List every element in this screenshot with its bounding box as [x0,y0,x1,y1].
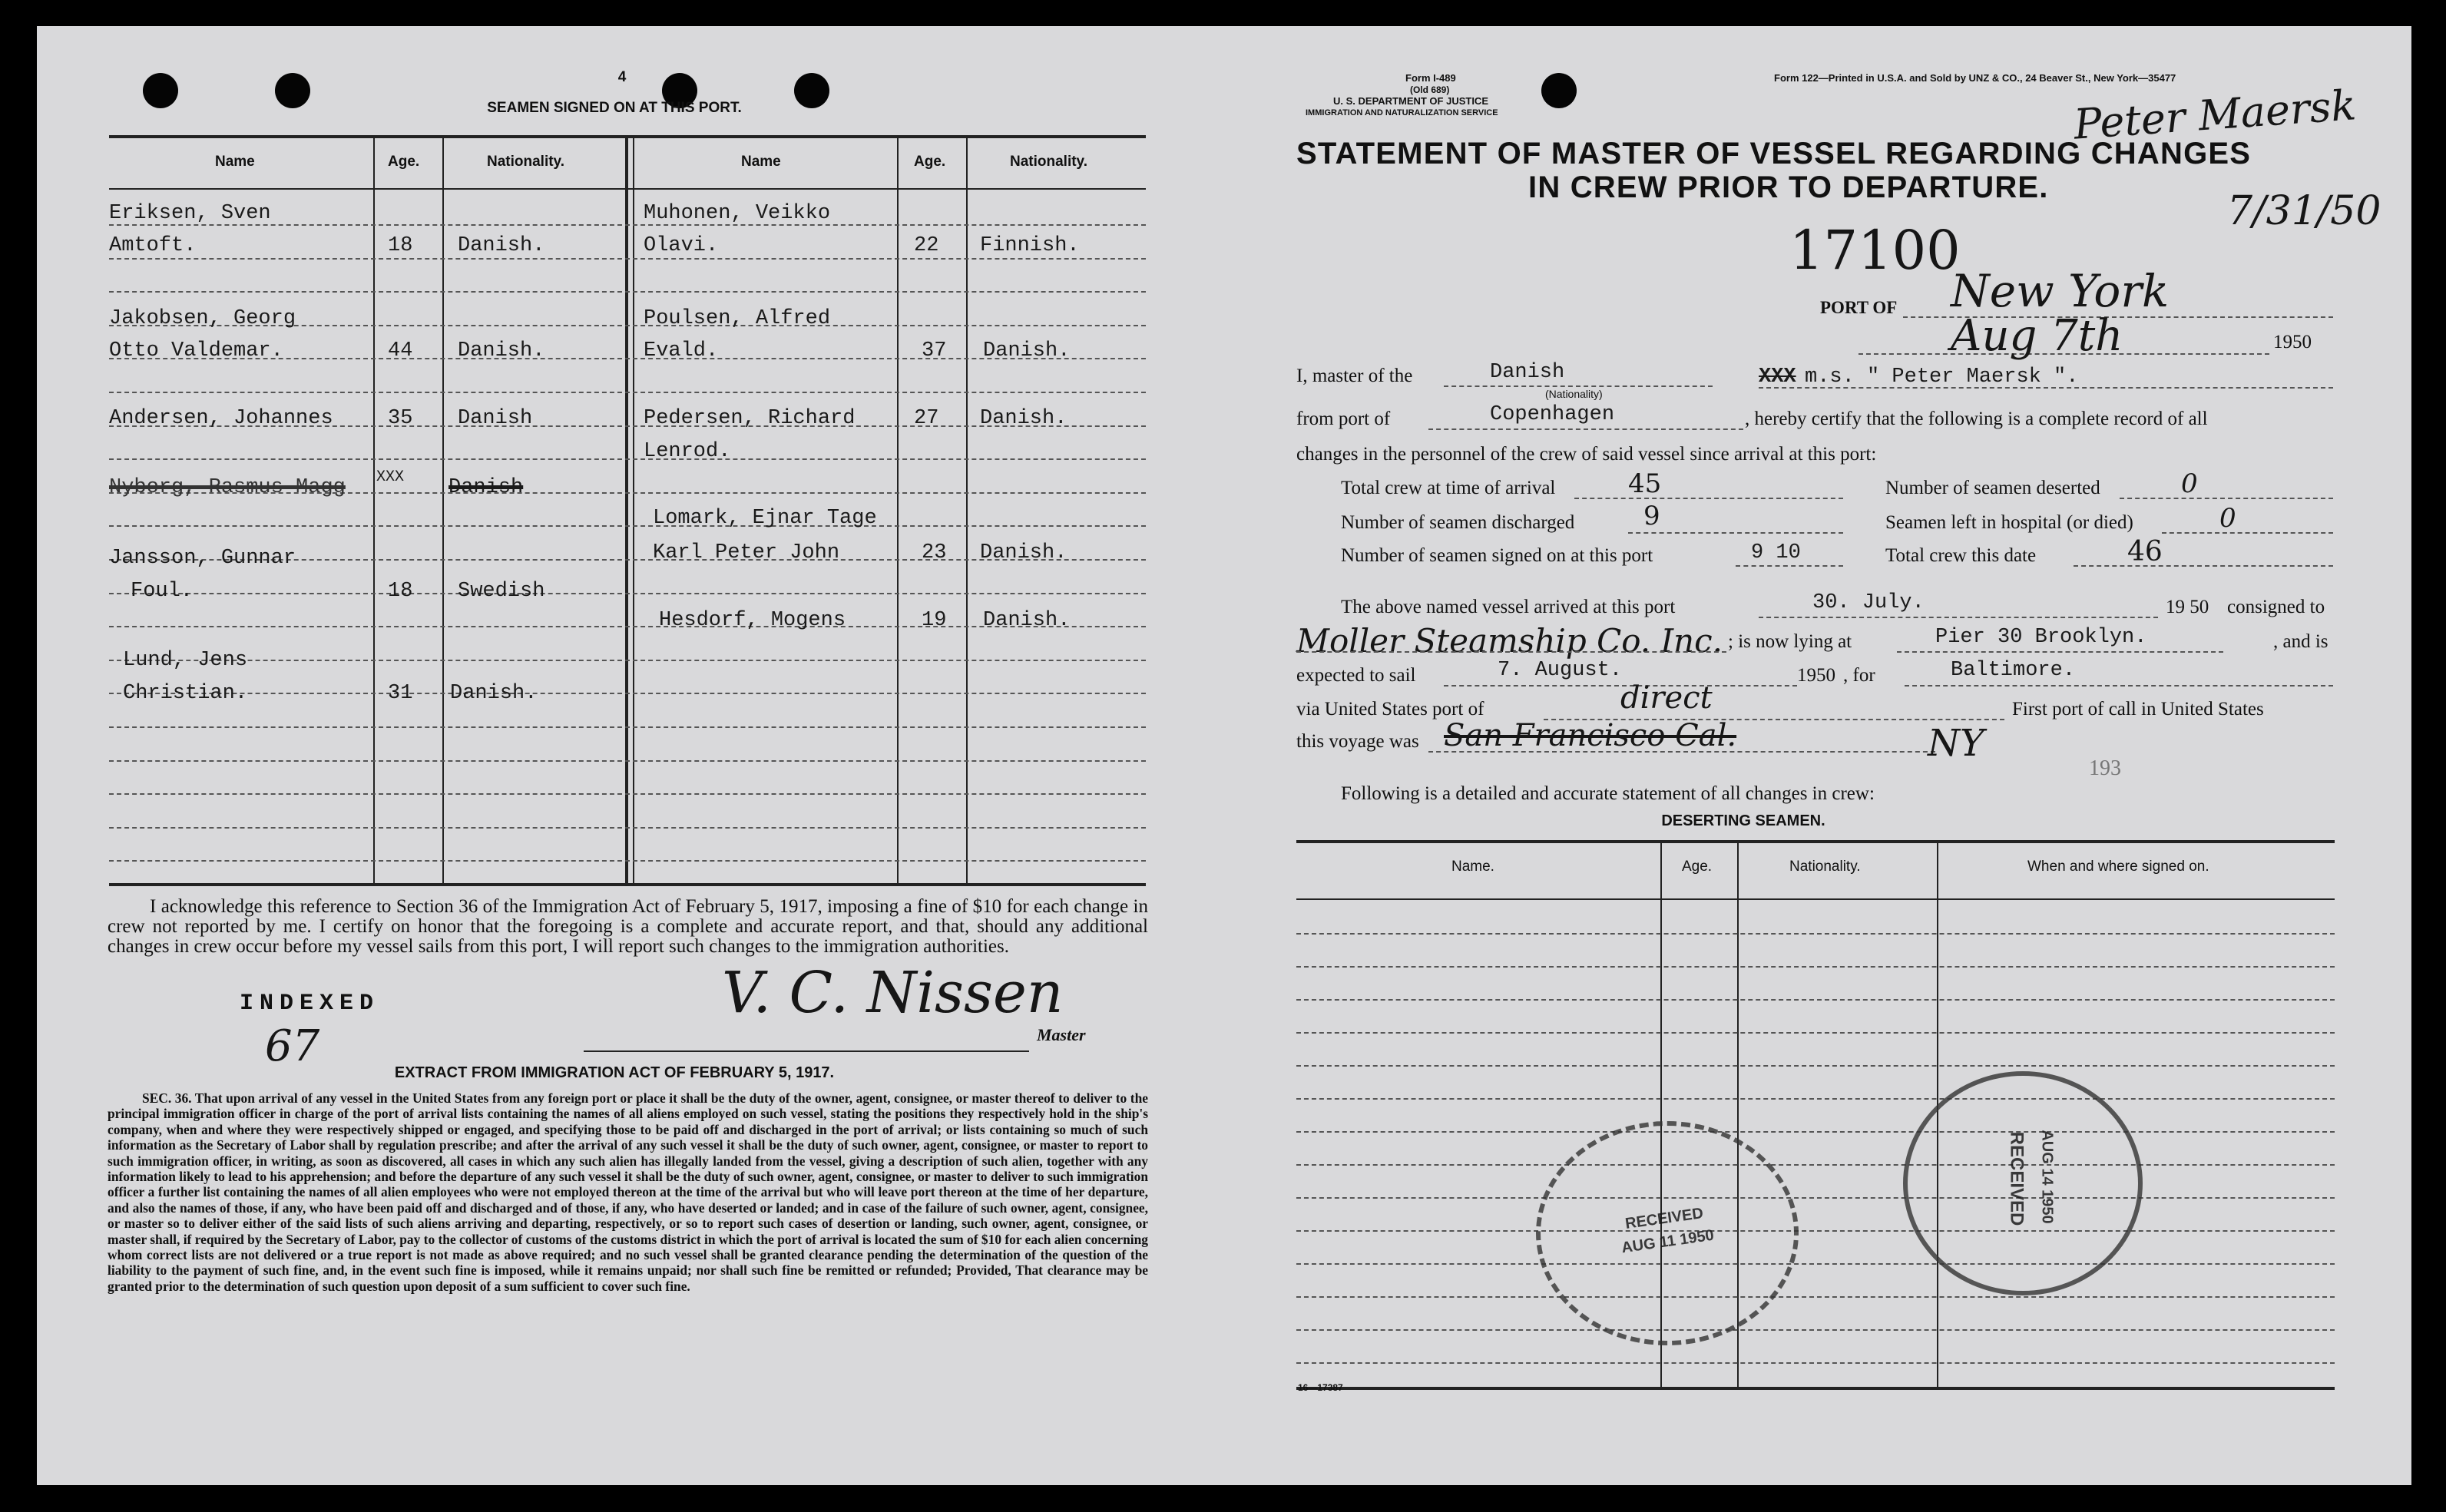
stat-hospital-value: 0 [2219,503,2236,534]
printer-note: Form 122—Printed in U.S.A. and Sold by UNZ & CO., 24 Beaver St., New York—35477 [1774,72,2176,84]
crew-nationality: Danish. [980,541,1067,564]
form-title-line1: STATEMENT OF MASTER OF VESSEL REGARDING CHANGES [1296,137,2252,170]
ruling-line [1296,933,2335,935]
ruling-line [1296,1197,2335,1199]
received-stamp-right [1903,1071,2143,1295]
lying-label: ; is now lying at [1728,631,1852,652]
stat-total-arrival-label: Total crew at time of arrival [1341,478,1556,498]
crew-age: 23 [922,541,947,564]
desert-header-signed: When and where signed on. [2027,859,2209,875]
indexed-stamp: INDEXED [240,991,380,1017]
ruling-line [1296,1065,2335,1067]
ruling-line [109,693,1146,694]
consignee-line [1296,651,1726,653]
crew-name: Karl Peter John [653,541,840,564]
crew-name-struck: Nyborg, Rasmus Magg [109,476,346,499]
acknowledgement-text: I acknowledge this reference to Section 36 of the Immigration Act of February 5, 1917, imposing a fine of $10 for each change in crew not reported by me. I certify on honor that the foregoing is a complete and accurate report, and that, should any additional changes in crew occur before my vessel sails from this port, I will report such changes to the immigration authorities. [108,896,1148,957]
stat-deserted-value: 0 [2181,468,2198,499]
stamp-word: RECEIVED [1623,1204,1705,1233]
crew-nationality: Finnish. [980,234,1080,257]
page-number: 4 [617,69,627,85]
crew-name: Christian. [123,682,248,705]
col-separator [966,138,968,883]
crew-age-struck: XXX [376,468,405,486]
for-label: , for [1843,665,1875,686]
ruling-line [1296,1296,2335,1298]
ruling-line [109,392,1146,393]
stat-total-date-label: Total crew this date [1885,545,2037,566]
ruling-line [109,458,1146,460]
desert-header-age: Age. [1682,859,1713,875]
ruling-line [1296,999,2335,1001]
arrived-year: 19 50 [2166,597,2209,617]
crew-name: Eriksen, Sven [109,202,271,225]
vessel-line [1759,387,2333,389]
form-id: Form I-489 [1405,72,1456,84]
punch-hole [1541,73,1577,108]
ruling-line [109,760,1146,762]
crew-name: Lund, Jens [123,649,248,672]
extract-text: SEC. 36. That upon arrival of any vessel in the United States from any foreign port or place it shall be the duty of the owner, agent, consignee, or master thereof to deliver to the principal immigration officer in charge of the port of arrival lists containing the names of all aliens employed on such vessel, stating the positions they respectively hold in the ship's company, when and where they were respectively shipped or engaged, and specifying those to be paid off and discharged in the port of arrival; or lists containing so much of such information as the Secretary of Labor shall by regulation prescribe; and after the arrival of any such vessel it shall be the duty of such owner, agent, consignee, or master to report to such immigration officer, in writing, as soon as discovered, all cases in which any such alien has illegally landed from the vessel, giving a description of such alien, together with any information likely to lead to his apprehension; and before the departure of any such vessel it shall be the duty of such owner, agent, consignee, or master to deliver to such immigration officer a further list containing the names of all alien employees who were not employed thereon at the time of the arrival but who will leave port thereon at the time of her departure, and also the names of those, if any, who have been paid off and discharged and of those, if any, who have deserted or landed; and in case of the failure of such owner, agent, consignee, or master so to deliver either of the said lists of such aliens arriving and departing, respectively, or so to report such cases of desertion or landing, such owner, agent, consignee, or master shall, if required by the Secretary of Labor, pay to the collector of customs of the customs district in which the port of arrival is located the sum of $10 for each alien concerning whom correct lists are not delivered or a true report is not made as above required; and no such vessel shall be granted clearance pending the determination of the question of the liability to the payment of such fine, and, in the event such fine is imposed, while it remains unpaid; nor shall such fine be remitted or refunded; Provided, That clearance may be granted prior to the determination of such question upon deposit of a sum sufficient to cover such fine. [108,1090,1148,1294]
col-separator [442,138,444,883]
destination-value: Baltimore. [1951,659,2076,682]
department-label: U. S. DEPARTMENT OF JUSTICE [1333,95,1488,107]
desert-table-header-rule [1296,898,2335,900]
desert-header-nationality: Nationality. [1789,859,1861,875]
section-title: SEAMEN SIGNED ON AT THIS PORT. [487,100,742,116]
nationality-label: (Nationality) [1545,388,1603,400]
form-old: (Old 689) [1410,84,1450,95]
ruling-line [1296,966,2335,968]
voyage-label: this voyage was [1296,731,1419,752]
stat-total-arrival-value: 45 [1628,468,1662,499]
crew-name: Amtoft. [109,234,197,257]
handwritten-date: 7/31/50 [2227,188,2381,234]
lying-line [1897,651,2223,653]
ruling-line [109,525,1146,527]
arrived-value: 30. July. [1812,591,1925,614]
stat-signed-on-value: 9 10 [1751,541,1801,564]
year-printed: 1950 [2273,332,2312,352]
service-label: IMMIGRATION AND NATURALIZATION SERVICE [1306,108,1498,117]
ruling-line [109,827,1146,829]
col-separator [625,138,628,883]
ruling-line [109,258,1146,260]
stat-line [2074,565,2333,567]
stat-signed-on-label: Number of seamen signed on at this port [1341,545,1653,566]
crew-nationality: Danish [458,407,533,430]
first-port-label: First port of call in United States [2012,699,2264,720]
desert-table-bottom [1296,1387,2335,1390]
ruling-line [1296,1164,2335,1166]
crew-name: Evald. [644,339,719,362]
arrived-line [1759,617,2158,618]
crew-nationality: Danish. [983,609,1071,632]
crew-age: 44 [388,339,413,362]
stat-total-date-value: 46 [2127,536,2163,567]
date-value: Aug 7th [1951,311,2123,361]
crew-name: Olavi. [644,234,719,257]
crew-age: 27 [914,407,939,430]
arrived-label: The above named vessel arrived at this port [1341,597,1676,617]
signature-line [584,1050,1029,1052]
col-separator [373,138,375,883]
vessel-prefix: XXX [1759,366,1796,389]
crew-name: Poulsen, Alfred [644,307,831,330]
punch-hole [275,73,310,108]
form-title-line2: IN CREW PRIOR TO DEPARTURE. [1528,170,2049,204]
nationality-value: Danish [1490,361,1565,384]
stat-deserted-label: Number of seamen deserted [1885,478,2100,498]
file-number: 17100 [1789,219,1961,282]
ruling-line [109,660,1146,661]
deserting-title: DESERTING SEAMEN. [1661,812,1825,829]
stat-line [2120,498,2333,499]
crew-age: 22 [914,234,939,257]
crew-name: Muhonen, Veikko [644,202,831,225]
master-label: Master [1037,1025,1086,1044]
crew-age: 35 [388,407,413,430]
crew-name: Hesdorf, Mogens [659,609,846,632]
voyage-struck-value: San Francisco Cal. [1444,718,1737,753]
crew-age: 19 [922,609,947,632]
col-header-age: Age. [388,154,420,170]
col-header-nationality: Nationality. [1010,154,1087,170]
stat-line [1574,498,1843,499]
crew-nationality: Danish. [983,339,1071,362]
handwritten-ship-name: Peter Maersk [2072,81,2358,149]
master-of-label: I, master of the [1296,366,1413,386]
crew-name: Jansson, Gunnar [109,547,296,570]
sail-date-value: 7. August. [1498,659,1623,682]
indexed-mark: 67 [265,1021,320,1071]
crew-name: Otto Valdemar. [109,339,283,362]
port-value: New York [1951,265,2170,317]
stamp-word: RECEIVED [2006,1131,2027,1226]
consigned-label: consigned to [2227,597,2325,617]
ruling-line [1296,1230,2335,1232]
extract-title: EXTRACT FROM IMMIGRATION ACT OF FEBRUARY 5, 1917. [394,1064,835,1081]
stat-discharged-value: 9 [1643,501,1660,531]
crew-nationality: Danish. [458,234,545,257]
expected-label: expected to sail [1296,665,1416,686]
col-header-nationality: Nationality. [487,154,564,170]
col-header-name: Name [741,154,781,170]
ruling-line [1296,1263,2335,1265]
stat-line [1736,565,1843,567]
certify-text: , hereby certify that the following is a complete record of all [1745,409,2208,429]
ruling-line [1296,1032,2335,1034]
ruling-line [109,726,1146,728]
pencil-note: 193 [2089,756,2121,780]
crew-name: Jakobsen, Georg [109,307,296,330]
from-port-value: Copenhagen [1490,403,1615,426]
stamp-date: AUG 14 1950 [2038,1130,2056,1224]
ruling-line [1296,1362,2335,1364]
stat-line [1628,532,1843,534]
received-stamp-left [1536,1121,1799,1345]
stamp-date: AUG 11 1950 [1620,1226,1716,1257]
from-port-line [1428,428,1743,430]
nationality-line [1444,385,1713,387]
crew-name: Pedersen, Richard [644,407,856,430]
consignee-value: Moller Steamship Co. Inc. [1296,622,1723,660]
crew-name: Foul. [131,580,194,603]
ruling-line [1296,1098,2335,1100]
crew-name: Lomark, Ejnar Tage [653,507,877,530]
stat-discharged-label: Number of seamen discharged [1341,512,1575,533]
master-signature: V. C. Nissen [722,960,1064,1026]
changes-text: changes in the personnel of the crew of said vessel since arrival at this port: [1296,444,1877,465]
crew-age: 18 [388,580,413,603]
col-header-name: Name [215,154,255,170]
crew-age: 37 [922,339,947,362]
following-text: Following is a detailed and accurate statement of all changes in crew: [1341,783,1875,804]
from-port-label: from port of [1296,409,1391,429]
destination-line [1905,685,2333,687]
col-separator [897,138,899,883]
vessel-name: m.s. " Peter Maersk ". [1805,366,2079,389]
crew-nationality: Swedish [458,580,545,603]
ruling-line [109,793,1146,795]
sail-year: 1950 [1797,665,1835,686]
punch-hole [143,73,178,108]
ruling-line [109,860,1146,862]
stat-line [2162,532,2333,534]
crew-age: 18 [388,234,413,257]
crew-nationality: Danish. [450,682,538,705]
ruling-line [1296,1329,2335,1331]
lying-value: Pier 30 Brooklyn. [1935,626,2147,649]
ruling-line [109,291,1146,293]
crew-name: Lenrod. [644,440,731,463]
port-label: PORT OF [1820,298,1898,317]
ruling-line [109,593,1146,594]
table-bottom-rule [109,883,1146,886]
crew-nationality: Danish. [458,339,545,362]
col-header-age: Age. [914,154,946,170]
col-separator [633,138,634,883]
stat-hospital-label: Seamen left in hospital (or died) [1885,512,2133,533]
and-is-label: , and is [2273,631,2328,652]
desert-table-top [1296,840,2335,843]
voyage-value: NY [1928,722,1984,765]
via-label: via United States port of [1296,699,1484,720]
crew-name: Andersen, Johannes [109,407,333,430]
ruling-line [1296,1131,2335,1133]
crew-age: 31 [388,682,413,705]
desert-header-name: Name. [1451,859,1494,875]
crew-nationality-struck: Danish [448,476,524,499]
via-value: direct [1620,680,1713,716]
crew-nationality: Danish. [980,407,1067,430]
footer-code: 16—17387 [1298,1382,1343,1393]
